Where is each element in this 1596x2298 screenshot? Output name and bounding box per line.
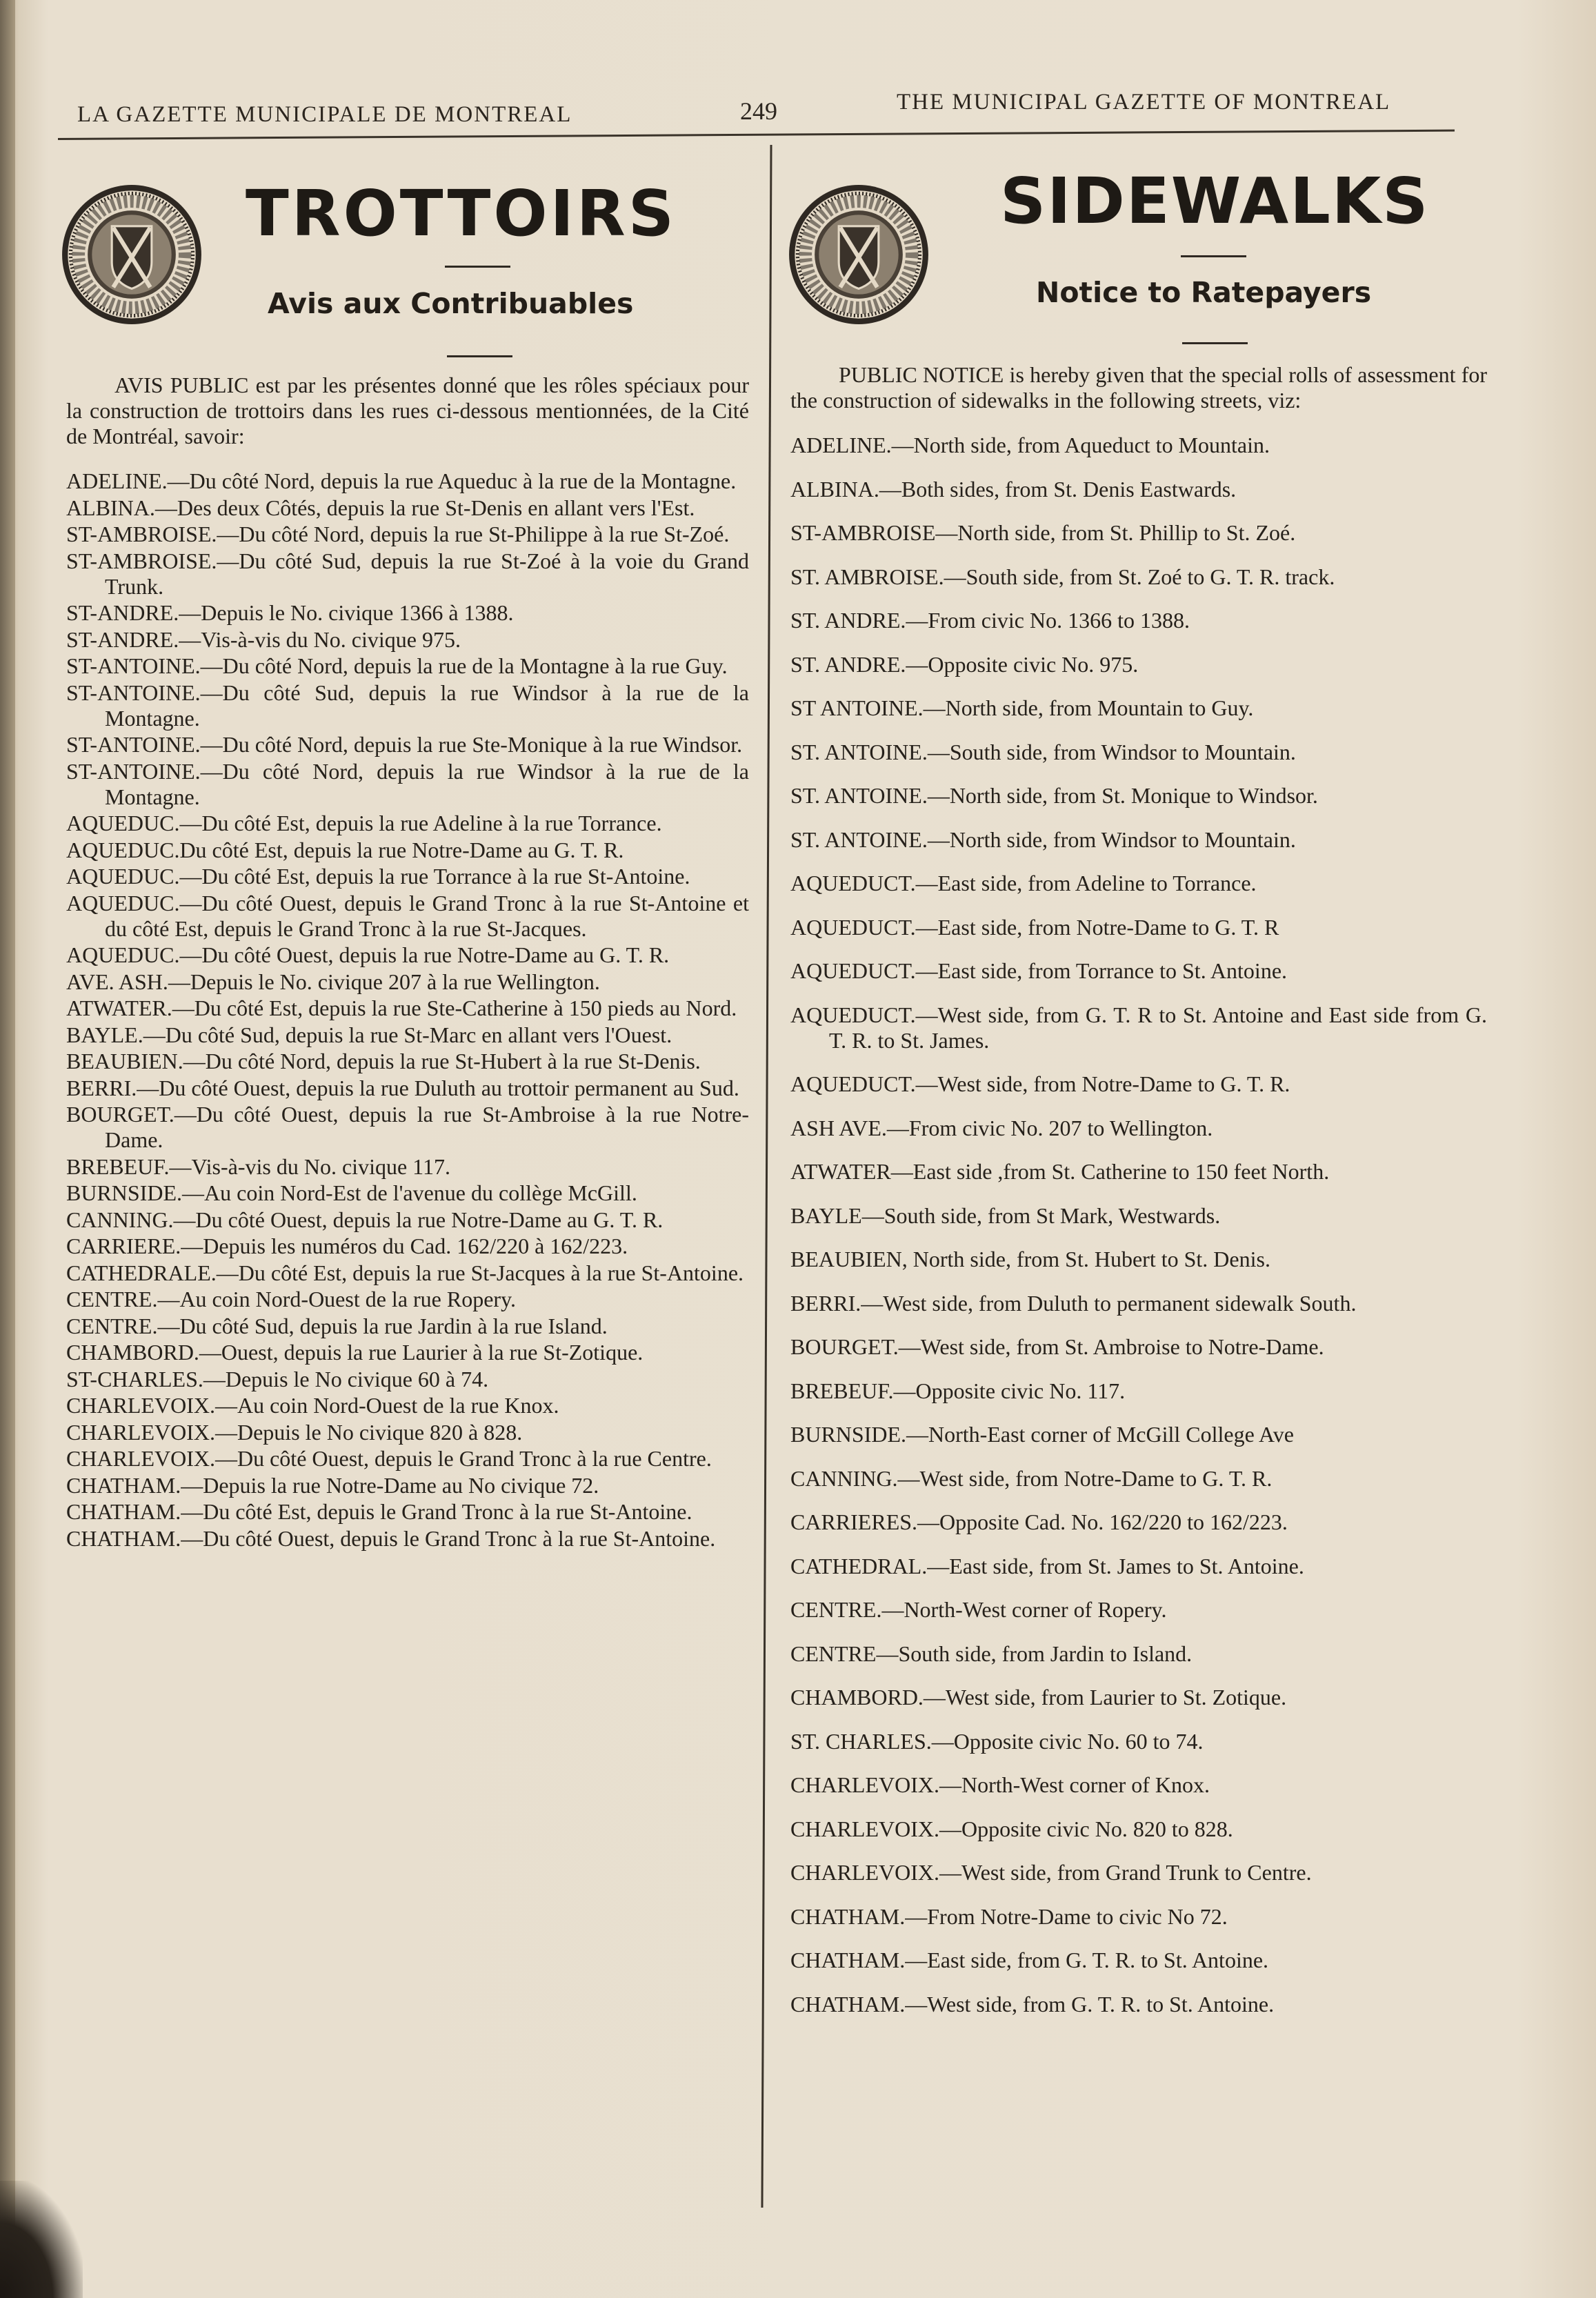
street-entry: ST-AMBROISE.—Du côté Sud, depuis la rue St-Zoé à la voie du Grand Trunk. [66,548,749,599]
street-entry: CHARLEVOIX.—Du côté Ouest, depuis le Grand Tronc à la rue Centre. [66,1446,712,1471]
header-title-english: THE MUNICIPAL GAZETTE OF MONTREAL [897,90,1391,115]
subtitle-rule-english [1182,342,1248,344]
street-entry: BAYLE.—Du côté Sud, depuis la rue St-Marc en allant vers l'Ouest. [66,1022,672,1047]
street-entry: ST-ANDRE.—Vis-à-vis du No. civique 975. [66,626,461,652]
street-entry: CHAMBORD.—West side, from Laurier to St. Zotique. [790,1685,1287,1710]
street-entry: ST-ANTOINE.—Du côté Nord, depuis la rue de la Montagne à la rue Guy. [66,653,728,678]
street-entry: AQUEDUCT.—East side, from Adeline to Torrance. [790,871,1257,895]
street-entry: ST-CHARLES.—Depuis le No civique 60 à 74. [66,1366,489,1391]
street-entry: CHARLEVOIX.—Opposite civic No. 820 to 828. [790,1816,1233,1841]
french-subtitle: Avis aux Contribuables [268,287,634,320]
street-entry: BEAUBIEN.—Du côté Nord, depuis la rue St-Hubert à la rue St-Denis. [66,1049,701,1073]
street-entry: CHATHAM.—Du côté Ouest, depuis le Grand Tronc à la rue St-Antoine. [66,1525,716,1551]
street-entry: CANNING.—Du côté Ouest, depuis la rue Notre-Dame au G. T. R. [66,1207,664,1232]
page-number: 249 [740,97,777,125]
street-entry: CENTRE.—Du côté Sud, depuis la rue Jardin à la rue Island. [66,1313,608,1338]
english-notice-column [790,362,1487,2035]
english-intro: PUBLIC NOTICE is hereby given that the special rolls of assessment for the construction of sidewalks in the following streets, viz: [790,362,1487,413]
street-entry: ST. ANTOINE.—North side, from St. Monique to Windsor. [790,783,1318,808]
french-notice-column [66,373,749,1552]
street-entry: ST-AMBROISE.—Du côté Nord, depuis la rue St-Philippe à la rue St-Zoé. [66,522,730,546]
street-entry: BERRI.—Du côté Ouest, depuis la rue Duluth au trottoir permanent au Sud. [66,1075,739,1100]
city-seal-icon [61,184,203,326]
street-entry: CHATHAM.—Du côté Est, depuis le Grand Tronc à la rue St-Antoine. [66,1499,692,1524]
street-entry: ALBINA.—Des deux Côtés, depuis la rue St-Denis en allant vers l'Est. [66,495,695,520]
street-entry: ASH AVE.—From civic No. 207 to Wellington. [790,1115,1213,1140]
street-entry: ST. AMBROISE.—South side, from St. Zoé to G. T. R. track. [790,564,1335,589]
french-title: TROTTOIRS [246,177,677,250]
header-title-french: LA GAZETTE MUNICIPALE DE MONTREAL [77,102,572,127]
street-entry: ATWATER—East side ,from St. Catherine to 150 feet North. [790,1159,1330,1184]
subtitle-rule-french [447,355,512,357]
page-corner-shadow [0,2181,83,2298]
english-entry-list [790,433,1487,2017]
street-entry: CHATHAM.—From Notre-Dame to civic No 72. [790,1903,1228,1929]
street-entry: ST-ANDRE.—Depuis le No. civique 1366 à 1388. [66,600,514,625]
street-entry: ST-ANTOINE.—Du côté Nord, depuis la rue Ste-Monique à la rue Windsor. [66,732,743,757]
column-divider [761,145,772,2208]
street-entry: AQUEDUCT.—East side, from Notre-Dame to G. T. R [790,914,1279,940]
street-entry: AQUEDUCT.—West side, from G. T. R to St. Antoine and East side from G. T. R. to St. James. [790,1002,1487,1053]
street-entry: CHARLEVOIX.—West side, from Grand Trunk to Centre. [790,1860,1312,1885]
street-entry: BEAUBIEN, North side, from St. Hubert to St. Denis. [790,1247,1270,1271]
street-entry: CHARLEVOIX.—North-West corner of Knox. [790,1772,1210,1797]
street-entry: BREBEUF.—Vis-à-vis du No. civique 117. [66,1153,450,1179]
street-entry: CHATHAM.—West side, from G. T. R. to St. Antoine. [790,1991,1275,2017]
street-entry: AQUEDUCT.—West side, from Notre-Dame to G. T. R. [790,1071,1290,1096]
street-entry: CHAMBORD.—Ouest, depuis la rue Laurier à la rue St-Zotique. [66,1340,644,1365]
street-entry: ST-AMBROISE—North side, from St. Phillip to St. Zoé. [790,520,1296,545]
street-entry: CATHEDRALE.—Du côté Est, depuis la rue St-Jacques à la rue St-Antoine. [66,1260,744,1285]
street-entry: ATWATER.—Du côté Est, depuis la rue Ste-Catherine à 150 pieds au Nord. [66,996,737,1020]
street-entry: BERRI.—West side, from Duluth to permanent sidewalk South. [790,1290,1357,1316]
street-entry: BURNSIDE.—North-East corner of McGill College Ave [790,1422,1294,1447]
street-entry: AQUEDUC.Du côté Est, depuis la rue Notre-Dame au G. T. R. [66,837,624,862]
street-entry: ST-ANTOINE.—Du côté Sud, depuis la rue Windsor à la rue de la Montagne. [66,680,749,731]
street-entry: BREBEUF.—Opposite civic No. 117. [790,1378,1126,1403]
street-entry: AQUEDUC.—Du côté Ouest, depuis la rue Notre-Dame au G. T. R. [66,942,670,967]
street-entry: ST. CHARLES.—Opposite civic No. 60 to 74. [790,1728,1204,1754]
street-entry: ST. ANTOINE.—South side, from Windsor to Mountain. [790,739,1296,764]
header-rule [58,130,1455,140]
street-entry: AQUEDUC.—Du côté Est, depuis la rue Torrance à la rue St-Antoine. [66,864,690,889]
street-entry: ST. ANTOINE.—North side, from Windsor to Mountain. [790,826,1296,852]
english-subtitle: Notice to Ratepayers [1036,276,1372,309]
street-entry: CENTRE—South side, from Jardin to Island. [790,1641,1193,1666]
street-entry: AQUEDUC.—Du côté Est, depuis la rue Adeline à la rue Torrance. [66,811,662,835]
title-rule-english [1181,255,1246,257]
title-rule-french [445,266,510,268]
street-entry: ST ANTOINE.—North side, from Mountain to Guy. [790,695,1254,720]
street-entry: ST-ANTOINE.—Du côté Nord, depuis la rue Windsor à la rue de la Montagne. [66,758,749,809]
french-entry-list [66,468,749,1552]
street-entry: AQUEDUCT.—East side, from Torrance to St. Antoine. [790,958,1288,983]
street-entry: CENTRE.—Au coin Nord-Ouest de la rue Ropery. [66,1287,516,1311]
street-entry: ADELINE.—Du côté Nord, depuis la rue Aqueduc à la rue de la Montagne. [66,468,737,493]
street-entry: CHARLEVOIX.—Depuis le No civique 820 à 828. [66,1419,523,1445]
street-entry: CANNING.—West side, from Notre-Dame to G. T. R. [790,1465,1273,1491]
street-entry: AQUEDUC.—Du côté Ouest, depuis le Grand Tronc à la rue St-Antoine et du côté Est, depuis le Grand Tronc à la rue St-Jacques. [66,890,749,941]
street-entry: AVE. ASH.—Depuis le No. civique 207 à la rue Wellington. [66,969,600,994]
street-entry: ST. ANDRE.—Opposite civic No. 975. [790,651,1139,677]
street-entry: ST. ANDRE.—From civic No. 1366 to 1388. [790,608,1190,633]
street-entry: ADELINE.—North side, from Aqueduct to Mountain. [790,433,1270,457]
street-entry: CENTRE.—North-West corner of Ropery. [790,1597,1167,1622]
street-entry: CHARLEVOIX.—Au coin Nord-Ouest de la rue Knox. [66,1393,559,1418]
street-entry: CHATHAM.—Depuis la rue Notre-Dame au No civique 72. [66,1472,599,1498]
french-intro: AVIS PUBLIC est par les présentes donné que les rôles spéciaux pour la construction de trottoirs dans les rues ci-dessous mentionnées, de la Cité de Montréal, savoir: [66,373,749,448]
city-seal-icon [788,184,930,326]
street-entry: BAYLE—South side, from St Mark, Westwards. [790,1202,1221,1228]
street-entry: CARRIERES.—Opposite Cad. No. 162/220 to 162/223. [790,1509,1288,1534]
street-entry: CARRIERE.—Depuis les numéros du Cad. 162/220 à 162/223. [66,1234,628,1258]
street-entry: ALBINA.—Both sides, from St. Denis Eastwards. [790,476,1237,502]
english-title: SIDEWALKS [1000,164,1430,238]
street-entry: BURNSIDE.—Au coin Nord-Est de l'avenue du collège McGill. [66,1180,637,1205]
street-entry: BOURGET.—West side, from St. Ambroise to Notre-Dame. [790,1334,1324,1359]
binding-edge [0,0,15,2298]
street-entry: CHATHAM.—East side, from G. T. R. to St. Antoine. [790,1948,1269,1972]
street-entry: BOURGET.—Du côté Ouest, depuis la rue St-Ambroise à la rue Notre-Dame. [66,1102,749,1152]
street-entry: CATHEDRAL.—East side, from St. James to St. Antoine. [790,1553,1304,1578]
